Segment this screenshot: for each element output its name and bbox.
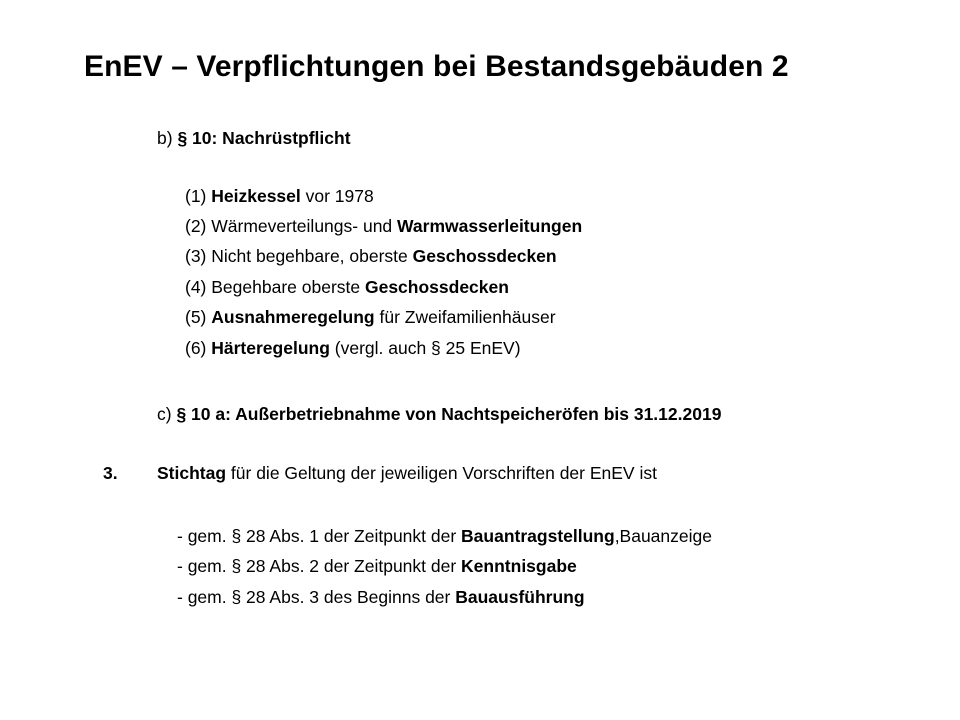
list-item [185, 246, 557, 267]
section-b-heading [157, 128, 351, 149]
subitem-2-bold: Kenntnisgabe [461, 556, 577, 576]
point-3-text [157, 463, 657, 484]
page-title: EnEV – Verpflichtungen bei Bestandsgebäuden 2 [84, 50, 789, 83]
item-1-text: (1) [185, 186, 212, 206]
point-3-number: 3. [103, 463, 118, 483]
subitem-1-bold: Bauantragstellung [461, 526, 615, 546]
item-1-suffix: vor 1978 [300, 186, 374, 206]
list-item [177, 526, 712, 547]
section-c-prefix: c) [157, 404, 177, 424]
list-item [185, 338, 521, 359]
subitem-3-text: - gem. § 28 Abs. 3 des Beginns der [177, 587, 456, 607]
section-b-title: § 10: Nachrüstpflicht [177, 128, 351, 148]
subitem-1-text: - gem. § 28 Abs. 1 der Zeitpunkt der [177, 526, 462, 546]
point-3-bold: Stichtag [157, 463, 227, 483]
section-c-title: § 10 a: Außerbetriebnahme von Nachtspeicheröfen bis 31.12.2019 [176, 404, 722, 424]
item-6-bold: Härteregelung [211, 338, 330, 358]
item-5-text: (5) [185, 307, 212, 327]
section-c-heading [157, 404, 721, 425]
subitem-3-bold: Bauausführung [455, 587, 585, 607]
item-3-bold: Geschossdecken [412, 246, 557, 266]
item-6-suffix: (vergl. auch § 25 EnEV) [329, 338, 521, 358]
item-4-bold: Geschossdecken [364, 277, 509, 297]
list-item [177, 556, 577, 577]
item-5-suffix: für Zweifamilienhäuser [374, 307, 556, 327]
item-5-bold: Ausnahmeregelung [211, 307, 375, 327]
subitem-1-suffix: ,Bauanzeige [614, 526, 712, 546]
point-3-rest: für die Geltung der jeweiligen Vorschriften der EnEV ist [226, 463, 657, 483]
list-item [185, 186, 374, 207]
item-3-text: (3) Nicht begehbare, oberste [185, 246, 413, 266]
item-2-text: (2) Wärmeverteilungs- und [185, 216, 398, 236]
item-4-text: (4) Begehbare oberste [185, 277, 365, 297]
item-1-bold: Heizkessel [211, 186, 301, 206]
item-2-bold: Warmwasserleitungen [397, 216, 583, 236]
list-item [185, 277, 509, 298]
section-b-prefix: b) [157, 128, 178, 148]
list-item [185, 307, 556, 328]
list-item [177, 587, 585, 608]
subitem-2-text: - gem. § 28 Abs. 2 der Zeitpunkt der [177, 556, 462, 576]
item-6-text: (6) [185, 338, 212, 358]
list-item [185, 216, 582, 237]
